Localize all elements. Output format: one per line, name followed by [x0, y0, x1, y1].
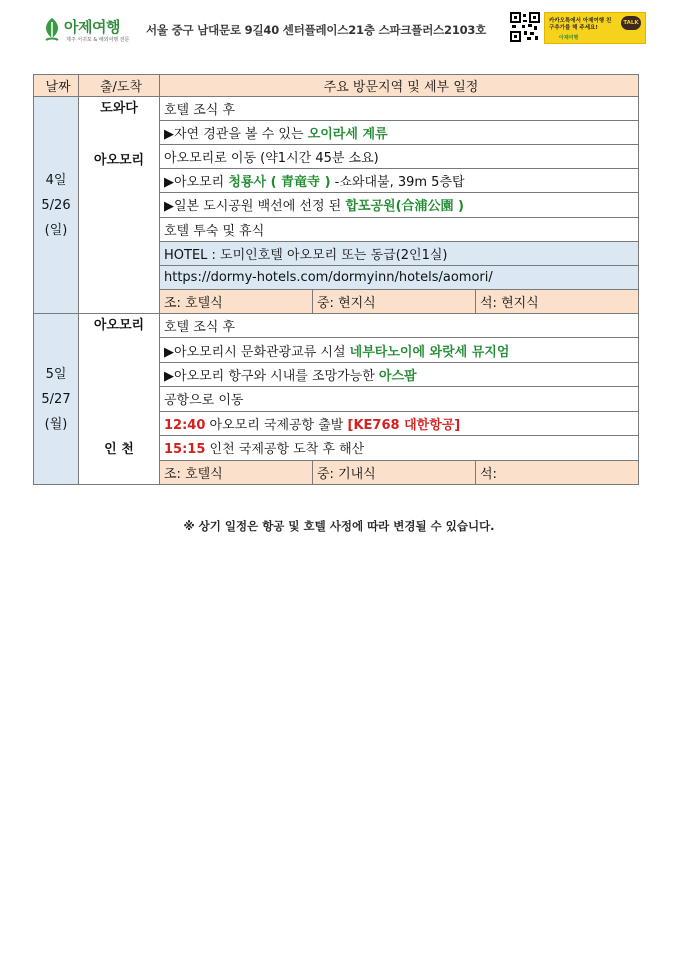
header-date: 날짜: [34, 75, 79, 97]
day4-meal-dinner: 석: 현지식: [476, 289, 639, 313]
kakao-banner-brand: 아제여행: [559, 35, 579, 41]
day4-line2-text: ▶자연 경관을 볼 수 있는: [164, 127, 308, 143]
kakao-banner-text: 카카오톡에서 아제여행 친구추가를 해 주세요!: [549, 18, 612, 31]
day4-weekday: (일): [44, 222, 68, 238]
day4-day: 4일: [45, 172, 67, 188]
day5-line6: [160, 436, 639, 460]
day5-meal-breakfast: 조: 호텔식: [160, 460, 313, 484]
day4-date-cell: [34, 97, 79, 314]
day5-flight-number: [KE768 대한항공]: [347, 417, 461, 433]
day4-line6: 호텔 투숙 및 휴식: [160, 217, 639, 241]
itinerary-table: [33, 74, 639, 485]
day5-line3-text: ▶아오모리 항구와 시내를 조망가능한: [164, 369, 379, 385]
page-header: [40, 10, 646, 50]
day4-meal-breakfast: 조: 호텔식: [160, 289, 313, 313]
day5-line4: 공항으로 이동: [160, 387, 639, 411]
day5-line2-highlight: 네부타노이에 와랏세 뮤지엄: [349, 344, 510, 360]
day4-line4-text: ▶아오모리: [164, 175, 229, 191]
day4-hotel-url[interactable]: https://dormy-hotels.com/dormyinn/hotels/aomori/: [160, 265, 639, 289]
day5-meal-dinner: 석:: [476, 460, 639, 484]
day5-day: 5일: [45, 366, 67, 382]
header-place: 출/도착: [79, 75, 160, 97]
day4-line5-highlight: 합포공원(合浦公園 ): [345, 199, 465, 215]
day4-place-cell: [79, 97, 160, 314]
day5-monthday: 5/27: [41, 391, 71, 407]
company-address: 서울 중구 남대문로 9길40 센터플레이스21층 스파크플러스2103호: [146, 23, 487, 37]
day4-line4: [160, 169, 639, 193]
day4-line3: 아오모리로 이동 (약1시간 45분 소요): [160, 145, 639, 169]
day5-depart-time: 12:40: [164, 417, 206, 433]
day4-line5: [160, 193, 639, 217]
day5-weekday: (월): [44, 416, 68, 432]
day5-line5-text: 아오모리 국제공항 출발: [205, 417, 348, 433]
day5-arrive-time: 15:15: [164, 442, 206, 458]
day5-place-arrive: 인 천: [104, 442, 134, 457]
day5-date-cell: [34, 314, 79, 485]
header-detail: 주요 방문지역 및 세부 일정: [160, 75, 639, 97]
day5-line3: [160, 362, 639, 386]
day4-place-depart: 도와다: [100, 101, 138, 116]
day4-line2: [160, 121, 639, 145]
qr-code-icon[interactable]: [510, 12, 540, 42]
logo-leaf-icon: [40, 16, 64, 44]
day4-meal-lunch: 중: 현지식: [313, 289, 476, 313]
company-logo[interactable]: [40, 12, 140, 48]
day5-meal-lunch: 중: 기내식: [313, 460, 476, 484]
table-row: [34, 97, 639, 121]
day4-line4-post: -쇼와대불, 39m 5층탑: [330, 175, 465, 191]
day5-line1: 호텔 조식 후: [160, 314, 639, 338]
table-row: [34, 314, 639, 338]
day4-line5-text: ▶일본 도시공원 백선에 선정 된: [164, 199, 346, 215]
table-header-row: [34, 75, 639, 97]
day4-line2-highlight: 오이라세 계류: [307, 127, 388, 143]
day4-hotel-name: HOTEL : 도미인호텔 아오모리 또는 동급(2인1실): [160, 241, 639, 265]
day5-line2: [160, 338, 639, 362]
day4-monthday: 5/26: [41, 197, 71, 213]
day5-place-cell: [79, 314, 160, 485]
logo-name: 아제여행: [64, 18, 120, 36]
day4-line4-highlight: 청룡사 ( 青竜寺 ): [228, 175, 331, 191]
day4-place-arrive: 아오모리: [93, 153, 145, 168]
schedule-change-note: ※ 상기 일정은 항공 및 호텔 사정에 따라 변경될 수 있습니다.: [183, 519, 495, 533]
kakao-talk-icon: TALK: [621, 16, 641, 30]
day5-line6-text: 인천 국제공항 도착 후 해산: [205, 442, 365, 458]
day5-line3-highlight: 아스팜: [378, 369, 417, 385]
day4-line1: 호텔 조식 후: [160, 97, 639, 121]
day5-place-depart: 아오모리: [93, 318, 145, 333]
day5-line2-text: ▶아오모리시 문화관광교류 시설: [164, 344, 350, 360]
day5-line5: [160, 411, 639, 435]
kakao-friend-banner[interactable]: [544, 12, 646, 44]
logo-subtitle: 제주 서귀포 & 해외여행 전문: [66, 37, 130, 43]
